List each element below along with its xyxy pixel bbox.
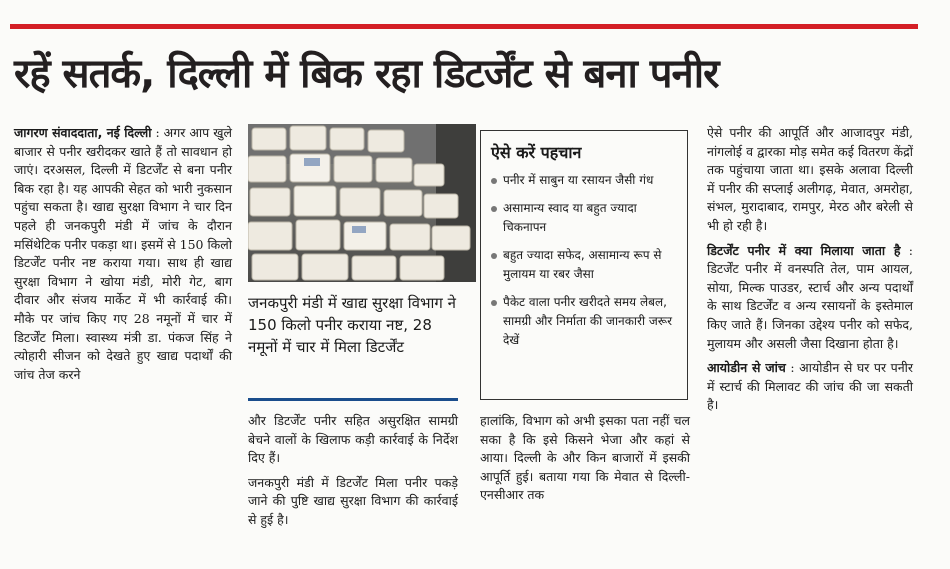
list-item: असामान्य स्वाद या बहुत ज्यादा चिकनापन — [491, 199, 679, 237]
paneer-photo — [248, 124, 476, 282]
byline: जागरण संवाददाता, नई दिल्ली — [14, 125, 152, 140]
list-item: पनीर में साबुन या रसायन जैसी गंध — [491, 171, 679, 190]
top-red-rule — [10, 24, 918, 29]
identification-box — [480, 130, 688, 400]
bullet-icon — [491, 178, 497, 184]
article-column-3: हालांकि, विभाग को अभी इसका पता नहीं चल सका है कि इसे किसने भेजा और कहां से आया। दिल्ली के और किन बाजारों में इसकी आपूर्ति हुई। बताया गया कि मेवात से दिल्ली-एनसीआर तक — [480, 413, 690, 503]
column-1-text: : अगर आप खुले बाजार से पनीर खरीदकर खाते हैं तो सावधान हो जाएं। दरअसल, दिल्ली में डिटर्जेंट से बना पनीर बिक रहा है। यह आपकी सेहत को भारी नुकसान पहुंचा सकता है। खाद्य सुरक्षा विभाग ने चार दिन पहले ही जनकपुरी मंडी में जांच के दौरान मसिंथेटिक पनीर पकड़ा था। इसमें से 150 किलो डिटर्जेंट पनीर नष्ट कराया गया। साथ ही खाद्य सुरक्षा विभाग ने खोया मंडी, मोरी गेट, बाग दीवार और संजय मार्केट में भी कार्रवाई की। मौके पर जांच किए गए 28 नमूनों में चार में डिटर्जेंट मिला। स्वास्थ्य मंत्री डा. पंकज सिंह ने त्योहारी सीजन को देखते हुए खाद्य पदार्थों की जांच तेज करने — [14, 125, 232, 382]
subheading-detergent-contents: डिटर्जेंट पनीर में क्या मिलाया जाता है — [707, 242, 901, 258]
bullet-icon — [491, 206, 497, 212]
column-4-para-1: ऐसे पनीर की आपूर्ति और आजादपुर मंडी, नांगलोई व द्वारका मोड़ समेत कई वितरण केंद्रों तक पहुंचाया जाता था। इसके अलावा दिल्ली में पनीर की सप्लाई अलीगढ़, मेवात, अमरोहा, संभल, मुरादाबाद, रामपुर, मेरठ और बरेली से भी हो रही है। — [707, 125, 913, 233]
column-4-para-2: : डिटर्जेंट पनीर में वनस्पति तेल, पाम आयल, सोया, मिल्क पाउडर, स्टार्च और अन्य पदार्थों के साथ डिटर्जेंट व अन्य रसायनों के इस्तेमाल किए जाते हैं। जिनका उद्देश्य पनीर को सफेद, मुलायम और असली जैसा दिखाना होता है। — [707, 242, 914, 351]
column-4-para-3: : आयोडीन से घर पर पनीर में स्टार्च की मिलावट की जांच की जा सकती है। — [707, 360, 914, 413]
article-column-4 — [707, 124, 913, 415]
paneer-blocks-image — [248, 124, 476, 282]
caption-rule — [248, 398, 458, 401]
bullet-icon — [491, 253, 497, 259]
headline: रहें सतर्क, दिल्ली में बिक रहा डिटर्जेंट से बना पनीर — [14, 51, 719, 97]
article-column-1 — [14, 124, 232, 384]
column-2-para-2: जनकपुरी मंडी में डिटर्जेंट मिला पनीर पकड़े जाने की पुष्टि खाद्य सुरक्षा विभाग की कार्रवाई से हुई है। — [248, 474, 458, 527]
column-2-para-1: और डिटर्जेंट पनीर सहित असुरक्षित सामग्री बेचने वालों के खिलाफ कड़ी कार्रवाई के निर्देश दिए हैं। — [248, 413, 458, 466]
article-column-2 — [248, 412, 458, 530]
bullet-icon — [491, 300, 497, 306]
list-item: बहुत ज्यादा सफेद, असामान्य रूप से मुलायम या रबर जैसा — [491, 246, 679, 284]
list-item: पैकेट वाला पनीर खरीदते समय लेबल, सामग्री और निर्माता की जानकारी जरूर देखें — [491, 293, 679, 350]
subheading-iodine-test: आयोडीन से जांच — [707, 360, 786, 376]
box-title: ऐसे करें पहचान — [491, 143, 582, 162]
photo-caption: जनकपुरी मंडी में खाद्य सुरक्षा विभाग ने 150 किलो पनीर कराया नष्ट, 28 नमूनों में चार में मिला डिटर्जेंट — [248, 294, 456, 356]
identification-list — [491, 171, 679, 350]
